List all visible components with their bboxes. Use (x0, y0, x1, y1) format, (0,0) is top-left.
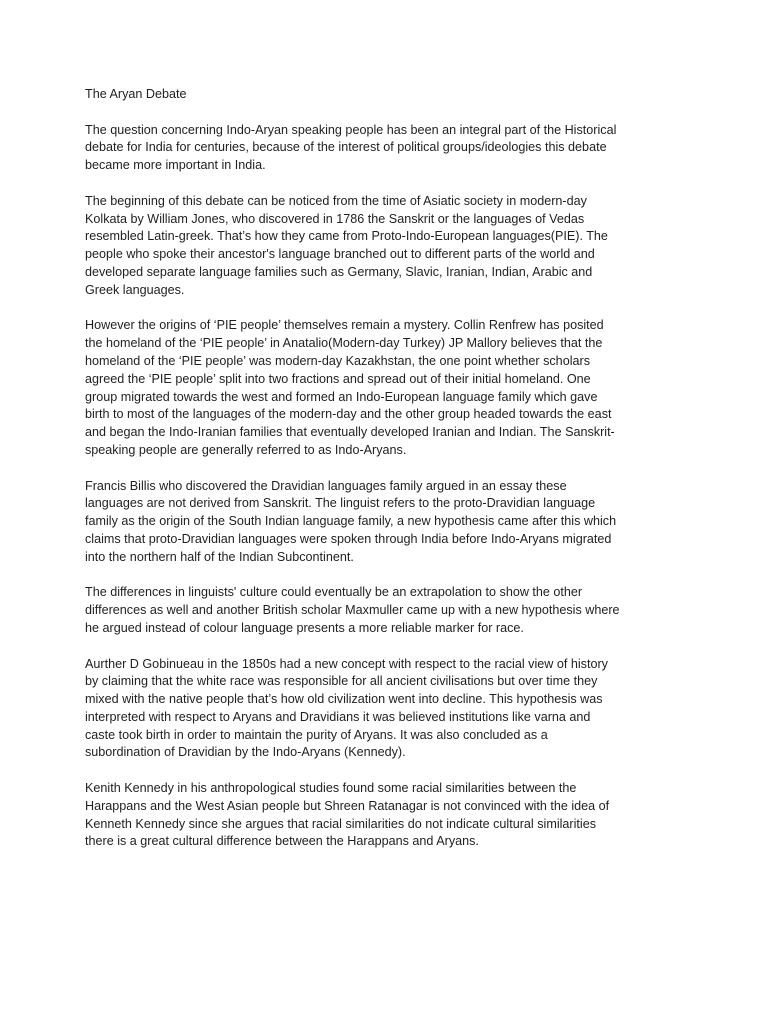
paragraph-dravidian: Francis Billis who discovered the Dravidian languages family argued in an essay these languages are not derived from Sanskrit. The linguist refers to the proto-Dravidian language family as the origin of the South Indian language family, a new hypothesis came after this which claims that proto-Dravidian languages were spoken through India before Indo-Aryans migrated into the northern half of the Indian Subcontinent. (85, 478, 617, 564)
document-page (85, 86, 620, 869)
document-title: The Aryan Debate (85, 87, 187, 101)
paragraph-intro: The question concerning Indo-Aryan speaking people has been an integral part of the Historical debate for India for centuries, because of the interest of political groups/ideologies this debate became more important in India. (85, 122, 617, 173)
paragraph-maxmuller: The differences in linguists' culture could eventually be an extrapolation to show the other differences as well and another British scholar Maxmuller came up with a new hypothesis where he argued instead of colour language presents a more reliable marker for race. (85, 585, 620, 635)
paragraph-gobineau: Aurther D Gobinueau in the 1850s had a new concept with respect to the racial view of history by claiming that the white race was responsible for all ancient civilisations but over time they mixed with the native people that’s how old civilization went into decline. This hypothesis was interpreted with respect to Aryans and Dravidians it was believed institutions like varna and caste took birth in order to maintain the purity of Aryans. It was also concluded as a subordination of Dravidian by the Indo-Aryans (Kennedy). (85, 656, 608, 760)
paragraph-kennedy: Kenith Kennedy in his anthropological studies found some racial similarities between the Harappans and the West Asian people but Shreen Ratanagar is not convinced with the idea of Kenneth Kennedy since she argues that racial similarities do not indicate cultural similarities there is a great cultural difference between the Harappans and Aryans. (85, 781, 610, 849)
paragraph-pie-origins: However the origins of ‘PIE people’ themselves remain a mystery. Collin Renfrew has posited the homeland of the ‘PIE people’ in Anatalio(Modern-day Turkey) JP Mallory believes that the homeland of the ‘PIE people’ was modern-day Kazakhstan, the one point whether scholars agreed the ‘PIE people’ split into two fractions and spread out of their initial homeland. One group migrated towards the west and formed an Indo-European language family which gave birth to most of the languages of the modern-day and the other group headed towards the east and began the Indo-Iranian families that eventually developed Iranian and Indian. The Sanskrit-speaking people are generally referred to as Indo-Aryans. (85, 318, 615, 457)
paragraph-beginning: The beginning of this debate can be noticed from the time of Asiatic society in modern-day Kolkata by William Jones, who discovered in 1786 the Sanskrit or the languages of Vedas resembled Latin-greek. That’s how they came from Proto-Indo-European languages(PIE). The people who spoke their ancestor's language branched out to different parts of the world and developed separate language families such as Germany, Slavic, Iranian, Indian, Arabic and Greek languages. (85, 193, 608, 297)
